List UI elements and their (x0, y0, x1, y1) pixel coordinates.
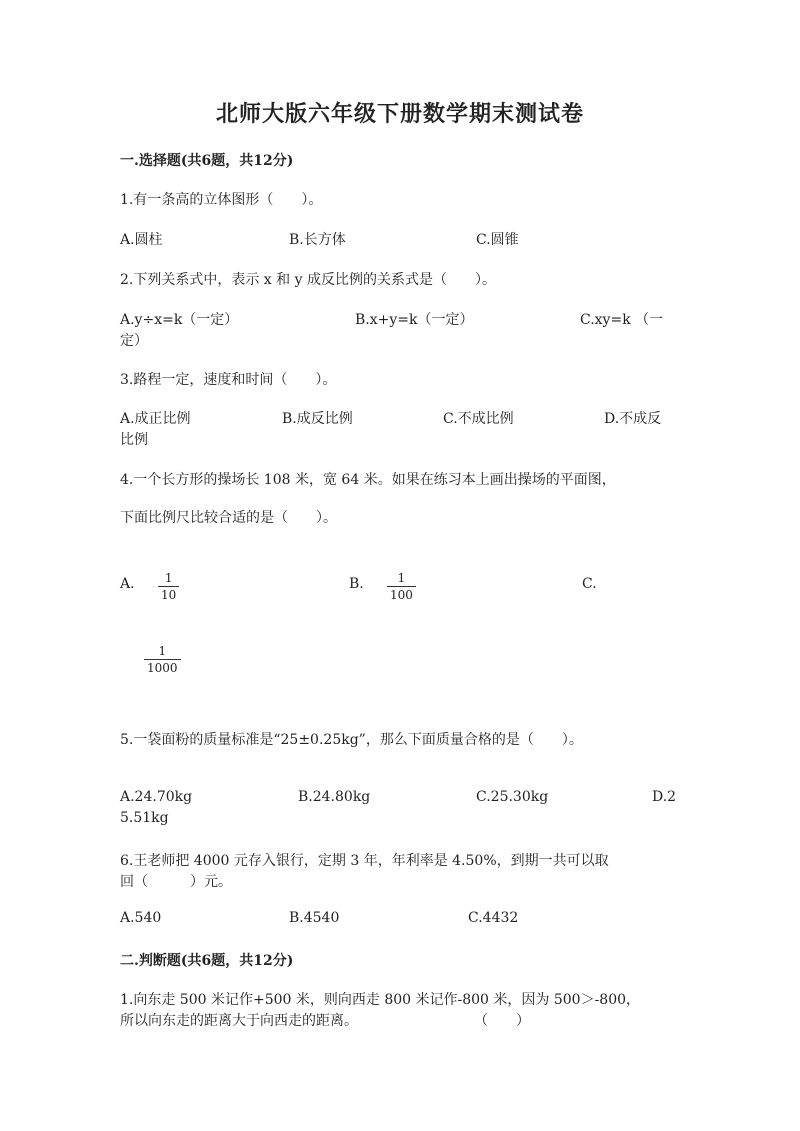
question-2-option-a: A.y÷x=k（一定） (120, 312, 239, 328)
question-5-option-d: D.2 (652, 789, 677, 805)
question-5-option-c: C.25.30kg (476, 789, 549, 805)
question-5-stem: 5.一袋面粉的质量标准是“25±0.25kg”，那么下面质量合格的是（ ）。 (120, 732, 583, 748)
section-heading-choice: 一.选择题(共6题，共12分) (120, 153, 294, 169)
question-1-option-a: A.圆柱 (120, 232, 163, 248)
question-3-stem: 3.路程一定，速度和时间（ ）。 (120, 372, 337, 388)
question-2-option-c: C.xy=k （一 (580, 312, 664, 328)
page-title: 北师大版六年级下册数学期末测试卷 (215, 101, 584, 127)
question-1-stem: 1.有一条高的立体图形（ ）。 (120, 192, 323, 208)
fraction-denominator: 1000 (147, 661, 178, 675)
fraction-numerator: 1 (158, 644, 167, 658)
question-3-option-c: C.不成比例 (443, 411, 514, 427)
question-6-stem-line-1: 6.王老师把 4000 元存入银行，定期 3 年，年利率是 4.50%，到期一共可以取 (120, 853, 609, 869)
question-4-stem-line-1: 4.一个长方形的操场长 108 米，宽 64 米。如果在练习本上画出操场的平面图， (120, 472, 616, 488)
question-1-option-c: C.圆锥 (476, 232, 519, 248)
question-6-option-c: C.4432 (468, 910, 519, 926)
judgment-1-answer-paren: （ ） (474, 1013, 530, 1029)
fraction-numerator: 1 (164, 571, 173, 585)
fraction-denominator: 10 (161, 588, 177, 602)
question-6-stem-line-2: 回（ ）元。 (120, 874, 232, 890)
judgment-1-stem-line-2: 所以向东走的距离大于向西走的距离。 (120, 1013, 358, 1029)
question-3-option-a: A.成正比例 (120, 411, 191, 427)
question-4-option-b-fraction (387, 570, 416, 601)
question-4-option-c-fraction (144, 643, 181, 674)
question-2-option-b: B.x+y=k（一定） (355, 312, 474, 328)
fraction-numerator: 1 (397, 571, 406, 585)
question-4-option-c-label: C. (582, 576, 597, 592)
question-6-option-b: B.4540 (289, 910, 340, 926)
question-3-option-d-wrap: 比例 (120, 432, 148, 448)
question-4-option-a-label: A. (120, 576, 135, 592)
section-heading-judgment: 二.判断题(共6题，共12分) (120, 953, 294, 969)
fraction-denominator: 100 (390, 588, 413, 602)
question-5-option-d-wrap: 5.51kg (120, 810, 169, 826)
question-2-stem: 2.下列关系式中，表示 x 和 y 成反比例的关系式是（ ）。 (120, 272, 496, 288)
question-1-option-b: B.长方体 (289, 232, 346, 248)
question-4-option-a-fraction (158, 570, 179, 601)
judgment-1-stem-line-1: 1.向东走 500 米记作+500 米，则向西走 800 米记作-800 米，因为 500＞-800， (120, 992, 641, 1008)
question-4-stem-line-2: 下面比例尺比较合适的是（ ）。 (120, 510, 337, 526)
question-3-option-d: D.不成反 (604, 411, 662, 427)
question-6-option-a: A.540 (120, 910, 162, 926)
question-5-option-a: A.24.70kg (120, 789, 193, 805)
question-4-option-b-label: B. (349, 576, 364, 592)
question-5-option-b: B.24.80kg (298, 789, 371, 805)
question-3-option-b: B.成反比例 (282, 411, 353, 427)
question-2-option-c-wrap: 定） (120, 333, 148, 349)
